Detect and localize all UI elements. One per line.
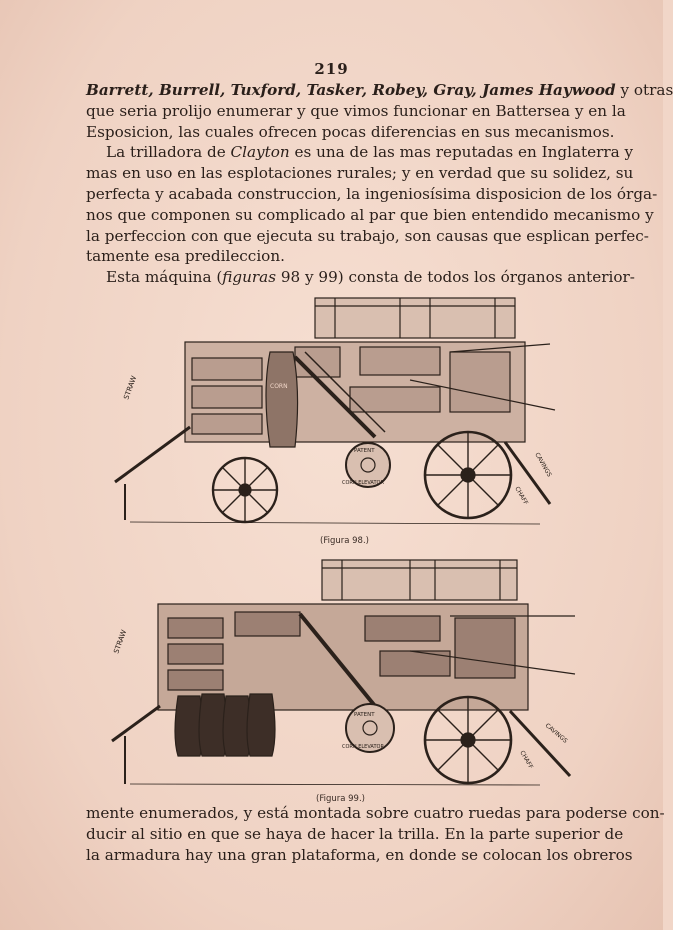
paragraph-2-line-5: la perfeccion con que ejecuta su trabajo, son causas que esplican perfec- bbox=[86, 226, 649, 245]
paragraph-1-line-1: Barrett, Burrell, Tuxford, Tasker, Robey, Gray, James Haywood y otras bbox=[86, 81, 673, 99]
paragraph-2-line-3: perfecta y acabada construccion, la ingeniosísima disposicion de los órga- bbox=[86, 184, 658, 203]
paragraph-2-line-2: mas en uso en las esplotaciones rurales; y en verdad que su solidez, su bbox=[86, 164, 634, 183]
figure-98-threshing-machine bbox=[110, 292, 580, 532]
figure-98-engraving bbox=[110, 292, 580, 532]
paragraph-1-line-3: Esposicion, las cuales ofrecen pocas diferencias en sus mecanismos. bbox=[86, 122, 615, 141]
figure-99-caption: (Figura 99.) bbox=[316, 794, 365, 804]
paragraph-4-line-3: la armadura hay una gran plataforma, en donde se colocan los obreros bbox=[86, 845, 633, 864]
paragraph-2-line-6: tamente esa predileccion. bbox=[86, 247, 285, 266]
paragraph-4-line-1: mente enumerados, y está montada sobre cuatro ruedas para poderse con- bbox=[86, 804, 665, 822]
label-chaff: CHAFF bbox=[513, 485, 530, 507]
label-corn: CORN bbox=[270, 383, 288, 390]
figure-99-engraving bbox=[110, 556, 580, 788]
label-cavings: CAVINGS bbox=[543, 722, 569, 745]
figure-98-caption: (Figura 98.) bbox=[320, 536, 369, 546]
label-cavings: CAVINGS bbox=[533, 451, 553, 479]
paragraph-1-line-2: que seria prolijo enumerar y que vimos funcionar en Battersea y en la bbox=[86, 101, 626, 120]
manufacturer-names: Barrett, Burrell, Tuxford, Tasker, Robey, Gray, James Haywood bbox=[86, 81, 616, 99]
text-block-top bbox=[86, 80, 673, 288]
label-straw: STRAW bbox=[112, 628, 129, 655]
text-block-bottom bbox=[86, 803, 665, 865]
paragraph-2-line-4: nos que componen su complicado al par que bien entendido mecanismo y bbox=[86, 205, 654, 224]
label-straw: STRAW bbox=[122, 374, 139, 401]
figure-99-threshing-machine bbox=[110, 556, 580, 788]
label-chaff: CHAFF bbox=[518, 749, 535, 771]
page-number: 219 bbox=[314, 60, 349, 78]
paragraph-4-line-2: ducir al sitio en que se haya de hacer la trilla. En la parte superior de bbox=[86, 824, 624, 843]
label-corn-elevator: CORN ELEVATOR bbox=[342, 744, 384, 750]
label-patent: PATENT bbox=[354, 712, 375, 718]
paragraph-3-line-1: Esta máquina (figuras 98 y 99) consta de todos los órganos anterior- bbox=[106, 268, 635, 287]
label-corn-elevator: CORN ELEVATOR bbox=[342, 480, 384, 486]
label-patent: PATENT bbox=[354, 448, 375, 454]
paragraph-2-line-1: La trilladora de Clayton es una de las mas reputadas en Inglaterra y bbox=[106, 143, 634, 162]
clayton-name: Clayton bbox=[230, 143, 290, 162]
